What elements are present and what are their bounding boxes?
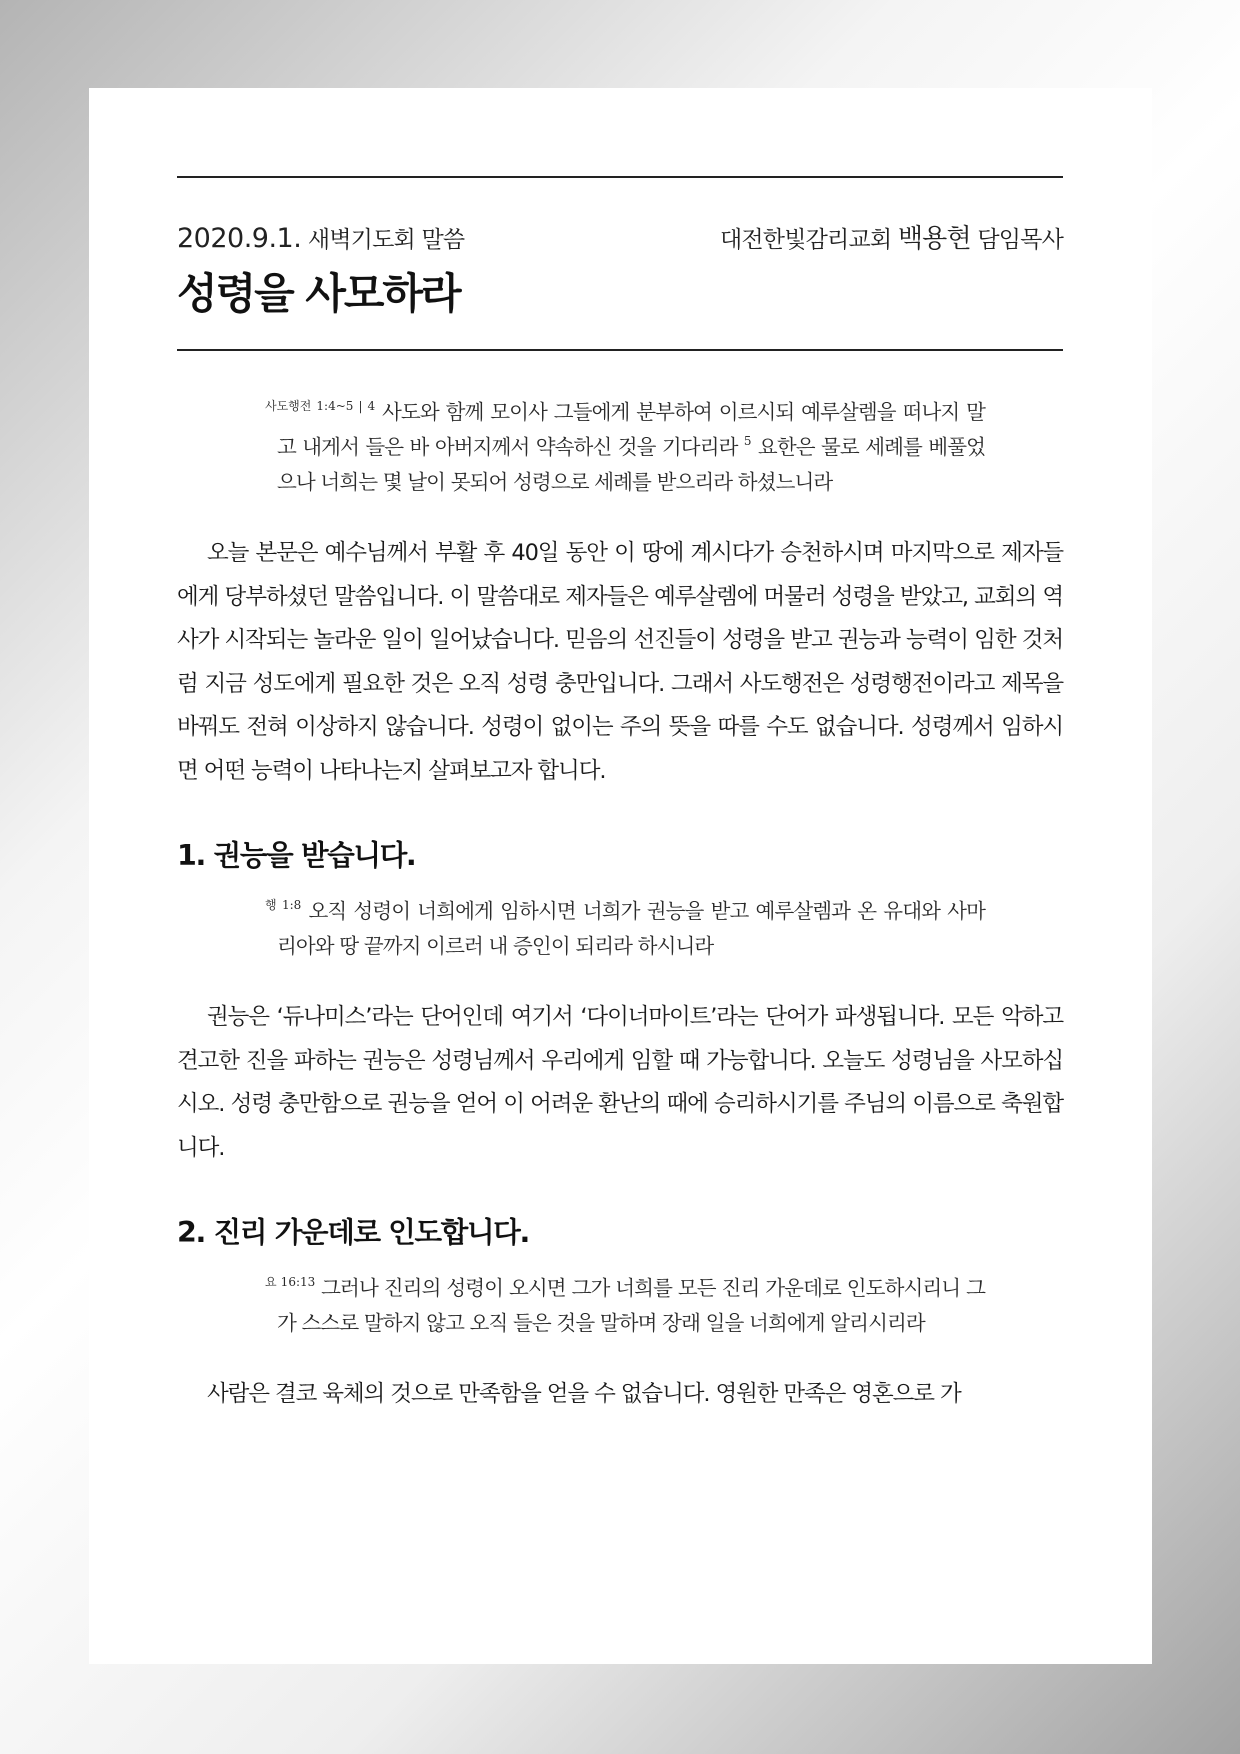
- section-2-paragraph: 사람은 결코 육체의 것으로 만족함을 얻을 수 없습니다. 영원한 만족은 영혼으로 가: [207, 1381, 961, 1408]
- church-pastor: [720, 218, 1063, 255]
- section-1-heading: 1. 권능을 받습니다.: [177, 839, 416, 873]
- intro-scripture: [265, 395, 985, 500]
- document-page: [89, 88, 1152, 1664]
- title-bottom-rule: [177, 349, 1063, 351]
- sermon-meta: [177, 218, 1063, 255]
- intro-paragraph: 오늘 본문은 예수님께서 부활 후 40일 동안 이 땅에 계시다가 승천하시며 마지막으로 제자들에게 당부하셨던 말씀입니다. 이 말씀대로 제자들은 예루살렘에 머물러 성령을 받았고, 교회의 역사가 시작되는 놀라운 일이 일어났습니다. 믿음의 선진들이 성령을 받고 권능과 능력이 임한 것처럼 지금 성도에게 필요한 것은 오직 성령 충만입니다. 그래서 사도행전은 성령행전이라고 제목을 바꿔도 전혀 이상하지 않습니다. 성령이 없이는 주의 뜻을 따를 수도 없습니다. 성령께서 임하시면 어떤 능력이 나타나는지 살펴보고자 합니다.: [177, 540, 1063, 784]
- section-1-scripture: [265, 894, 985, 964]
- scripture-text: 그러나 진리의 성령이 오시면 그가 너희를 모든 진리 가운데로 인도하시리니 그가 스스로 말하지 않고 오직 들은 것을 말하며 장래 일을 너희에게 알리시리라: [277, 1276, 985, 1336]
- section-2-scripture: [265, 1271, 985, 1341]
- scripture-text: 오직 성령이 너희에게 임하시면 너희가 권능을 받고 예루살렘과 온 유대와 사마리아와 땅 끝까지 이르러 내 증인이 되리라 하시니라: [277, 899, 985, 959]
- section-2-heading: 2. 진리 가운데로 인도합니다.: [177, 1216, 529, 1250]
- church-name: 대전한빛감리교회: [719, 227, 892, 253]
- page-content: [177, 176, 1063, 1417]
- section-1-paragraph: 권능은 ‘듀나미스’라는 단어인데 여기서 ‘다이너마이트’라는 단어가 파생됩니다. 모든 악하고 견고한 진을 파하는 권능은 성령님께서 우리에게 임할 때 가능합니다. 오늘도 성령님을 사모하십시오. 성령 충만함으로 권능을 얻어 이 어려운 환난의 때에 승리하시기를 주님의 이름으로 축원합니다.: [177, 1004, 1063, 1161]
- service-name: 새벽기도회 말씀: [307, 227, 465, 253]
- scripture-reference: 요 16:13: [265, 1275, 316, 1290]
- verse-number: 5: [743, 434, 752, 449]
- sermon-title: 성령을 사모하라: [177, 269, 460, 318]
- top-rule: [177, 176, 1063, 178]
- pastor-name: 백용현: [897, 224, 971, 254]
- scripture-text: 사도와 함께 모이사 그들에게 분부하여 이르시되 예루살렘을 떠나지 말고 내게서 들은 바 아버지께서 약속하신 것을 기다리라: [277, 400, 985, 460]
- pastor-title: 담임목사: [977, 227, 1063, 253]
- scripture-reference: 행 1:8: [265, 898, 302, 913]
- sermon-date: 2020.9.1.: [177, 223, 302, 254]
- scripture-text-continued: 요한은 물로 세례를 베풀었으나 너희는 몇 날이 못되어 성령으로 세례를 받으리라 하셨느니라: [277, 435, 985, 495]
- scripture-reference: 사도행전 1:4~5 | 4: [265, 399, 376, 414]
- sermon-date-service: [177, 221, 464, 254]
